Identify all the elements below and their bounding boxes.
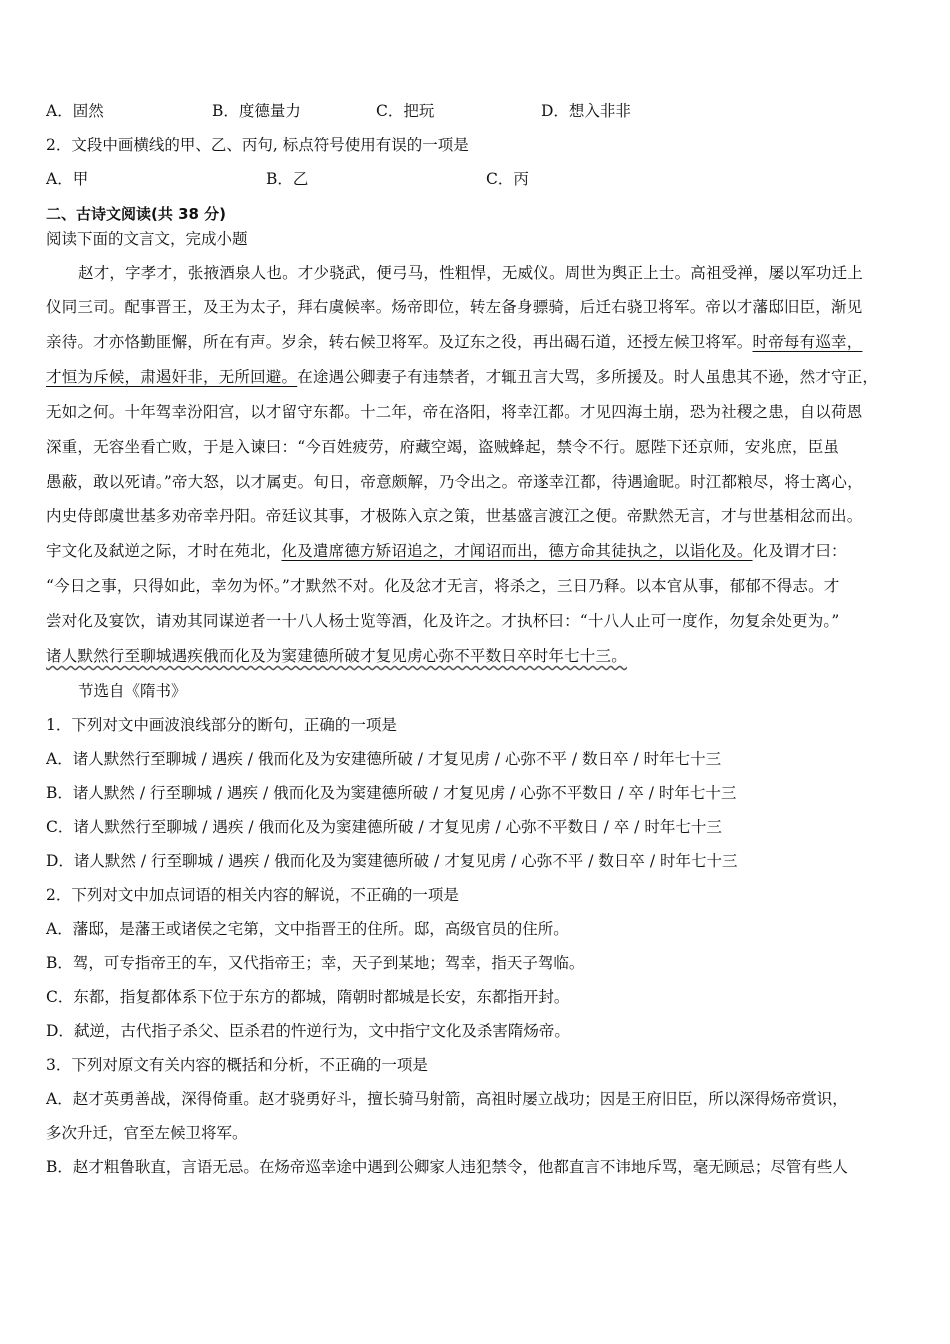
q1-option-c: C．诸人默然行至聊城 / 遇疾 / 俄而化及为窦建德所破 / 才复见虏 / 心弥不平数日 / 卒 / 时年七十三 (46, 818, 722, 836)
passage-line-2 (46, 296, 906, 318)
q2-option-a: A．藩邸，是藩王或诸侯之宅第，文中指晋王的住所。邸，高级官员的住所。 (46, 920, 569, 938)
passage-text: 赵才，字孝才，张掖酒泉人也。才少骁武，便弓马，性粗悍，无威仪。周世为舆正上士。高祖受禅，屡以军功迁上 (78, 264, 864, 282)
section-heading: 二、古诗文阅读(共 38 分) (46, 205, 227, 223)
passage-line-1-text (46, 262, 906, 284)
passage-line-9 (46, 540, 906, 562)
passage-text: 化及谓才曰： (752, 542, 847, 560)
underlined-sentence: 化及遣席德方矫诏追之，才闻诏而出，德方命其徒执之，以诣化及。 (281, 542, 753, 560)
passage-text: 无如之何。十年驾幸汾阳宫，以才留守东都。十二年，帝在洛阳，将幸江都。才见四海土崩，恐为社稷之患，自以荷恩 (46, 403, 863, 421)
reading-instruction: 阅读下面的文言文，完成小题 (46, 230, 248, 248)
prev-q2-option-c: C．丙 (486, 170, 529, 188)
passage-line-1 (46, 262, 906, 284)
passage-source: 节选自《隋书》 (78, 682, 187, 700)
passage-line-12 (46, 645, 906, 667)
passage-text: 深重，无容坐看亡败，于是入谏曰：“今百姓疲劳，府藏空竭，盗贼蜂起，禁令不行。愿陛下还京师，安兆庶，臣虽 (46, 438, 840, 456)
passage-line-8 (46, 505, 906, 527)
wavy-underlined-sentence: 诸人默然行至聊城遇疾俄而化及为窦建德所破才复见虏心弥不平数日卒时年七十三。 (46, 647, 627, 665)
prev-q2-option-a: A．甲 (46, 170, 89, 188)
passage-line-3 (46, 331, 906, 353)
q2-option-d: D．弑逆，古代指子杀父、臣杀君的忤逆行为，文中指宁文化及杀害隋炀帝。 (46, 1022, 570, 1040)
prev-q1-option-c: C．把玩 (376, 102, 435, 120)
passage-text: 愚蔽，敢以死请。”帝大怒，以才属吏。旬日，帝意颇解，乃令出之。帝遂幸江都，待遇逾昵。时江都粮尽，将士离心， (46, 473, 863, 491)
passage-text: 仪同三司。配事晋王，及王为太子，拜右虞候率。炀帝即位，转左备身骠骑，后迁右骁卫将军。帝以才藩邸旧臣，渐见 (46, 298, 863, 316)
passage-text: 宇文化及弑逆之际，才时在苑北， (46, 542, 282, 560)
underlined-sentence: 才恒为斥候，肃遏奸非，无所回避。 (46, 368, 298, 386)
passage-text: 内史侍郎虞世基多劝帝幸丹阳。帝廷议其事，才极陈入京之策，世基盛言渡江之便。帝默然无言，才与世基相忿而出。 (46, 507, 863, 525)
prev-q1-option-d: D．想入非非 (541, 102, 631, 120)
prev-q1-option-b: B．度德量力 (212, 102, 301, 120)
passage-line-4 (46, 366, 906, 388)
passage-text: 在途遇公卿妻子有违禁者，才辄丑言大骂，多所援及。时人虽患其不逊，然才守正， (297, 368, 879, 386)
passage-text: 尝对化及宴饮，请劝其同谋逆者一十八人杨士览等酒，化及许之。才执杯曰：“十八人止可一度作，勿复余处更为。” (46, 612, 840, 630)
passage-line-11 (46, 610, 906, 632)
q3-option-a-line2: 多次升迁，官至左候卫将军。 (46, 1124, 248, 1142)
prev-q2-stem: 2．文段中画横线的甲、乙、丙句, 标点符号使用有误的一项是 (46, 136, 469, 154)
passage-text: 亲待。才亦恪勤匪懈，所在有声。岁余，转右候卫将军。及辽东之役，再出碣石道，还授左候卫将军。 (46, 333, 753, 351)
prev-q1-option-a: A．固然 (46, 102, 104, 120)
passage-line-7 (46, 471, 906, 493)
q1-option-b: B．诸人默然 / 行至聊城 / 遇疾 / 俄而化及为窦建德所破 / 才复见虏 / 心弥不平数日 / 卒 / 时年七十三 (46, 784, 737, 802)
underlined-sentence: 时帝每有巡幸， (752, 333, 863, 351)
q1-stem: 1．下列对文中画波浪线部分的断句，正确的一项是 (46, 716, 397, 734)
q2-option-c: C．东都，指复都体系下位于东方的都城，隋朝时都城是长安，东都指开封。 (46, 988, 570, 1006)
passage-line-10 (46, 575, 906, 597)
q2-option-b: B．驾，可专指帝王的车，又代指帝王；幸，天子到某地；驾幸，指天子驾临。 (46, 954, 585, 972)
q3-option-a-line1: A．赵才英勇善战，深得倚重。赵才骁勇好斗，擅长骑马射箭，高祖时屡立战功；因是王府旧臣，所以深得炀帝赏识， (46, 1090, 848, 1108)
passage-line-6 (46, 436, 906, 458)
q3-option-b-line1: B．赵才粗鲁耿直，言语无忌。在炀帝巡幸途中遇到公卿家人违犯禁令，他都直言不讳地斥骂，毫无顾忌；尽管有些人 (46, 1158, 848, 1176)
prev-q2-option-b: B．乙 (266, 170, 309, 188)
q1-option-d: D．诸人默然 / 行至聊城 / 遇疾 / 俄而化及为窦建德所破 / 才复见虏 / 心弥不平 / 数日卒 / 时年七十三 (46, 852, 738, 870)
passage-text: “今日之事，只得如此，幸勿为怀。”才默然不对。化及忿才无言，将杀之，三日乃释。以本官从事，郁郁不得志。才 (46, 577, 840, 595)
q2-stem: 2．下列对文中加点词语的相关内容的解说，不正确的一项是 (46, 886, 459, 904)
q3-stem: 3．下列对原文有关内容的概括和分析，不正确的一项是 (46, 1056, 428, 1074)
q1-option-a: A．诸人默然行至聊城 / 遇疾 / 俄而化及为安建德所破 / 才复见虏 / 心弥不平 / 数日卒 / 时年七十三 (46, 750, 722, 768)
passage-line-5 (46, 401, 906, 423)
